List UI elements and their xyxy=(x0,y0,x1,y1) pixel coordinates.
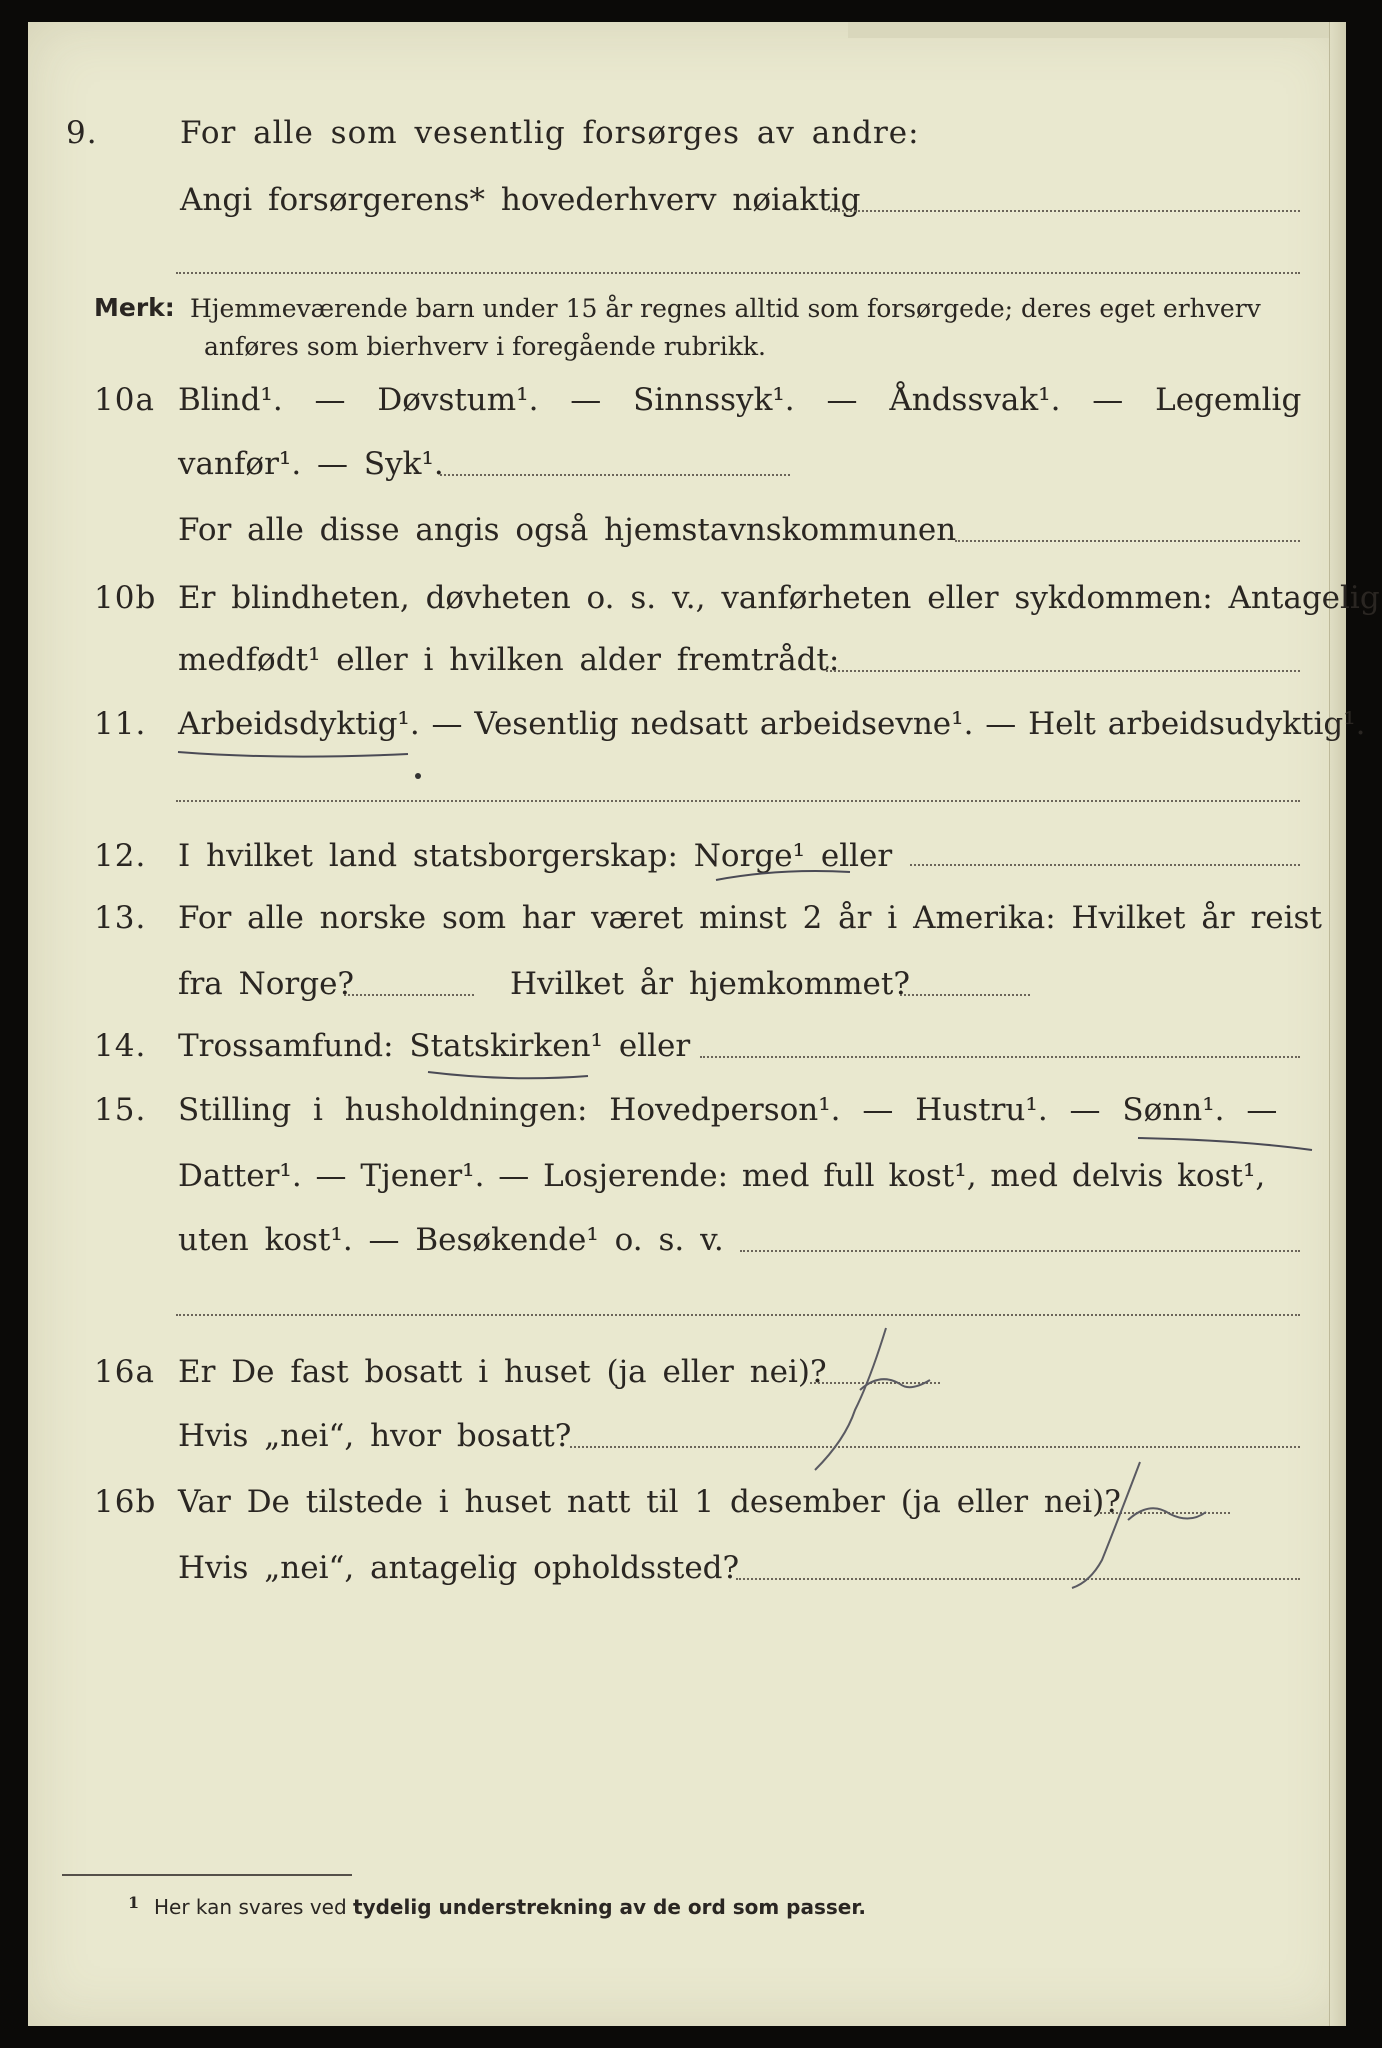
footnote-text xyxy=(154,1895,866,1919)
question-text: Angi forsørgerens* hovederhverv nøiaktig xyxy=(180,182,861,218)
underline-sonn xyxy=(1138,1138,1312,1150)
question-text: Arbeidsdyktig¹. — Vesentlig nedsatt arbeidsevne¹. — Helt arbeidsudyktig¹. xyxy=(178,706,1366,742)
footnote-divider xyxy=(62,1874,352,1876)
question-number: 14. xyxy=(94,1028,147,1064)
question-number: 12. xyxy=(94,838,147,874)
question-number: 13. xyxy=(94,900,147,936)
question-text: uten kost¹. — Besøkende¹ o. s. v. xyxy=(178,1222,724,1258)
question-text: medfødt¹ eller i hvilken alder fremtrådt: xyxy=(178,642,840,678)
ink-dot xyxy=(415,773,421,779)
underline-arbeidsdyktig xyxy=(178,752,408,757)
question-text: Stilling i husholdningen: Hovedperson¹. — Hustru¹. — Sønn¹. — xyxy=(178,1092,1278,1128)
question-number: 10b xyxy=(94,580,157,616)
footnote-bold: tydelig understrekning av de ord som passer. xyxy=(353,1895,866,1919)
question-text: For alle disse angis også hjemstavnskommunen xyxy=(178,512,957,548)
question-text: fra Norge? xyxy=(178,966,355,1002)
question-text: vanfør¹. — Syk¹. xyxy=(178,446,444,482)
question-text: Er De fast bosatt i huset (ja eller nei)? xyxy=(178,1354,827,1390)
note-text: Hjemmeværende barn under 15 år regnes alltid som forsørgede; deres eget erhverv xyxy=(190,294,1261,323)
footnote-plain: Her kan svares ved xyxy=(154,1895,347,1919)
question-text: For alle norske som har været minst 2 år i Amerika: Hvilket år reist xyxy=(178,900,1322,936)
answer-16b-handwriting xyxy=(1072,1462,1140,1588)
question-text: Hvis „nei“, hvor bosatt? xyxy=(178,1418,572,1454)
question-number: 16a xyxy=(94,1354,155,1390)
question-text: I hvilket land statsborgerskap: Norge¹ eller xyxy=(178,838,893,874)
question-number: 15. xyxy=(94,1092,147,1128)
question-text: For alle som vesentlig forsørges av andre: xyxy=(180,115,920,151)
question-text: Trossamfund: Statskirken¹ eller xyxy=(178,1028,691,1064)
question-text: Var De tilstede i huset natt til 1 desember (ja eller nei)? xyxy=(178,1484,1121,1520)
question-number: 11. xyxy=(94,706,147,742)
question-text: Hvis „nei“, antagelig opholdssted? xyxy=(178,1550,740,1586)
answer-16a-handwriting xyxy=(815,1328,886,1470)
footnote-mark: 1 xyxy=(128,1893,140,1912)
note-text: anføres som bierhverv i foregående rubrikk. xyxy=(204,332,766,361)
question-text: Er blindheten, døvheten o. s. v., vanførheten eller sykdommen: Antagelig xyxy=(178,580,1380,616)
underline-norge xyxy=(716,871,850,880)
question-text: Datter¹. — Tjener¹. — Losjerende: med full kost¹, med delvis kost¹, xyxy=(178,1158,1266,1194)
note-label: Merk: xyxy=(94,293,175,322)
question-text: Blind¹. — Døvstum¹. — Sinnssyk¹. — Åndssvak¹. — Legemlig xyxy=(178,382,1302,418)
underline-statskirken xyxy=(428,1072,588,1078)
question-number: 9. xyxy=(66,115,98,151)
question-number: 10a xyxy=(94,382,155,418)
question-text: Hvilket år hjemkommet? xyxy=(510,966,910,1002)
question-number: 16b xyxy=(94,1484,157,1520)
